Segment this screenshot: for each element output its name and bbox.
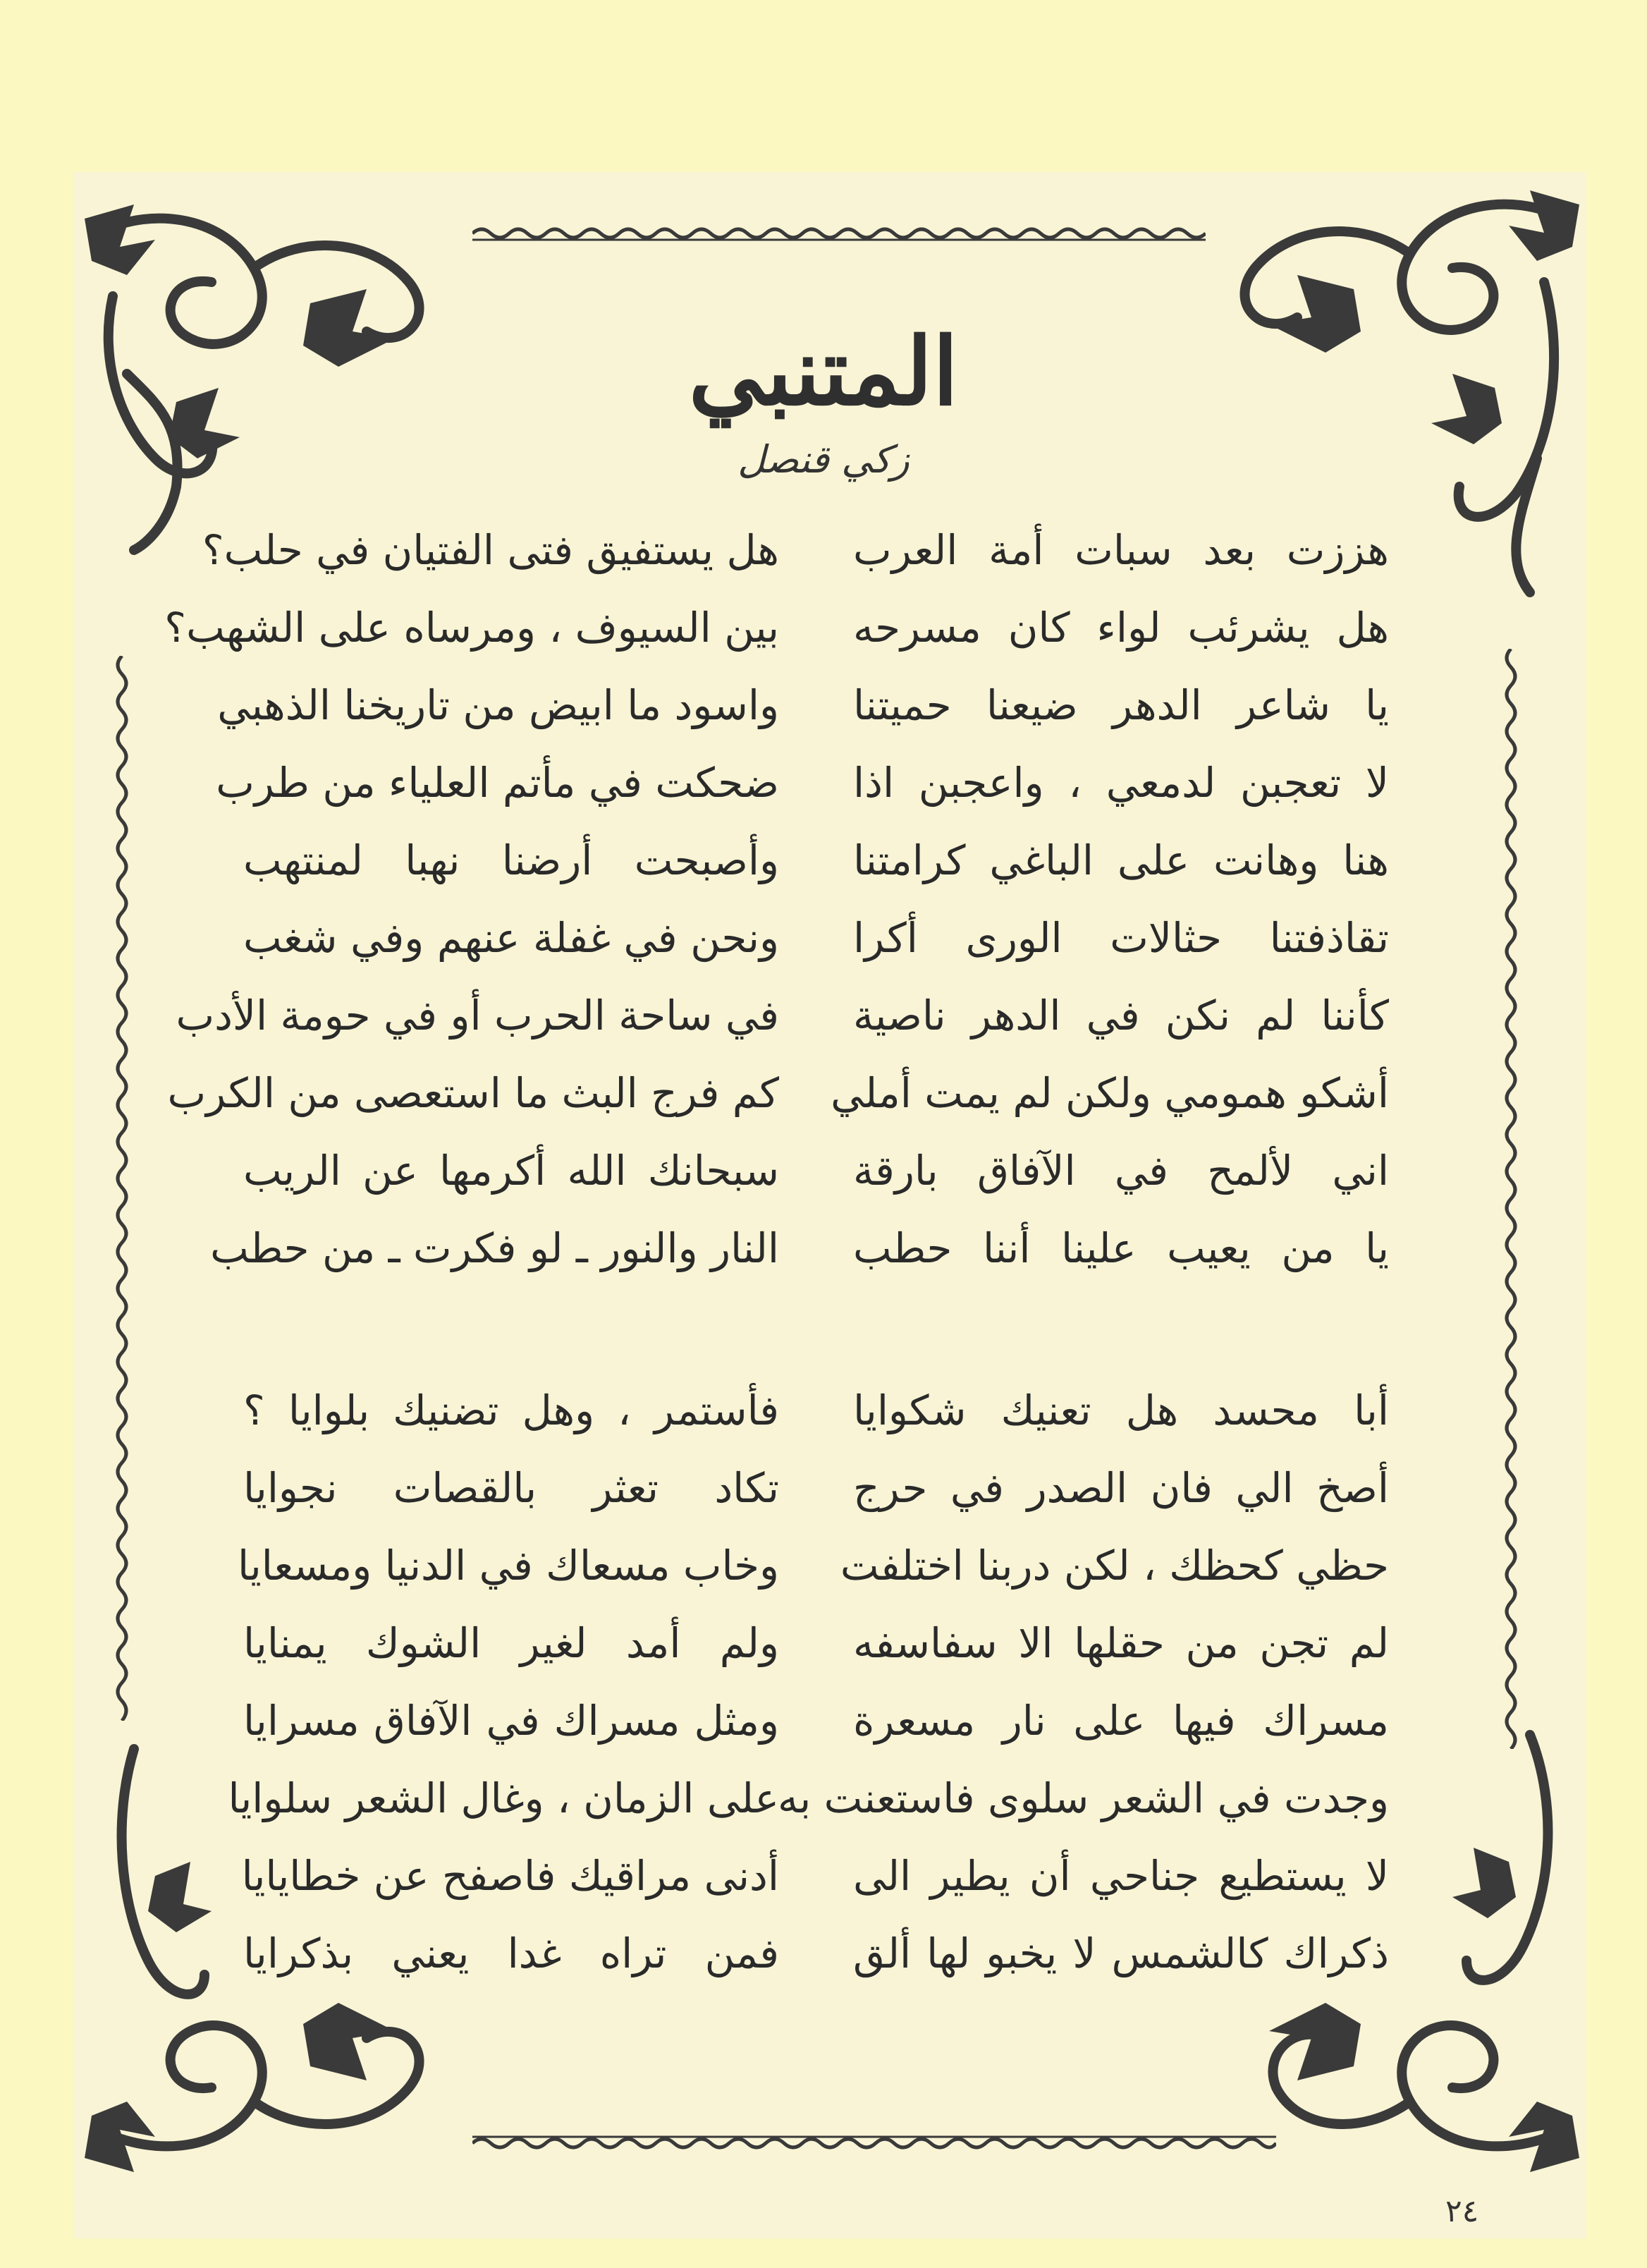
verse-line: سبحانك الله أكرمها عن الريب — [243, 1147, 779, 1195]
verse-line: لا يستطيع جناحي أن يطير الى — [853, 1852, 1389, 1900]
left-wavy-rule — [111, 656, 133, 1721]
stanza1-right-column — [831, 511, 1389, 1287]
verse-line: في ساحة الحرب أو في حومة الأدب — [176, 992, 779, 1040]
poem-author: زكي قنصل — [737, 437, 910, 482]
verse-line: أدنى مراقيك فاصفح عن خطايايا — [241, 1852, 779, 1900]
verse-line: ونحن في غفلة عنهم وفي شغب — [243, 914, 779, 962]
verse-line: هل يشرئب لواء كان مسرحه — [853, 604, 1389, 652]
verse-line: ذكراك كالشمس لا يخبو لها ألق — [853, 1929, 1389, 1977]
verse-line: لم تجن من حقلها الا سفاسفه — [853, 1619, 1389, 1667]
stanza2-left-column — [228, 1372, 779, 1992]
verse-line: أصخ الي فان الصدر في حرج — [853, 1464, 1389, 1512]
verse-line: هنا وهانت على الباغي كرامتنا — [853, 836, 1389, 884]
verse-line: كم فرج البث ما استعصى من الكرب — [167, 1069, 779, 1117]
verse-line: فمن تراه غدا يعني بذكرايا — [243, 1929, 779, 1977]
verse-line: وجدت في الشعر سلوى فاستعنت به — [778, 1774, 1389, 1822]
stanza2-right-column — [778, 1372, 1389, 1992]
verse-line: لا تعجبن لدمعي ، واعجبن اذا — [853, 759, 1389, 807]
right-wavy-rule — [1500, 649, 1522, 1749]
verse-line: على الزمان ، وغال الشعر سلوايا — [228, 1774, 779, 1822]
verse-line: فأستمر ، وهل تضنيك بلوايا ؟ — [243, 1386, 779, 1434]
verse-line: النار والنور ـ لو فكرت ـ من حطب — [210, 1224, 779, 1272]
verse-line: وأصبحت أرضنا نهبا لمنتهب — [243, 836, 779, 884]
verse-line: أشكو همومي ولكن لم يمت أملي — [831, 1069, 1389, 1117]
verse-line: اني لألمح في الآفاق بارقة — [853, 1147, 1389, 1195]
verse-line: بين السيوف ، ومرساه على الشهب؟ — [164, 604, 779, 652]
verse-line: يا من يعيب علينا أننا حطب — [853, 1224, 1389, 1272]
verse-line: حظي كحظك ، لكن دربنا اختلفت — [840, 1542, 1389, 1590]
verse-line: يا شاعر الدهر ضيعنا حميتنا — [853, 681, 1389, 729]
stanza1-left-column — [164, 511, 779, 1287]
poem-title: المتنبي — [688, 317, 959, 427]
verse-line: أبا محسد هل تعنيك شكوايا — [853, 1386, 1389, 1434]
verse-line: تقاذفتنا حثالات الورى أكرا — [853, 914, 1389, 962]
verse-line: هززت بعد سبات أمة العرب — [853, 526, 1389, 574]
verse-line: مسراك فيها على نار مسعرة — [853, 1697, 1389, 1745]
verse-line: هل يستفيق فتى الفتيان في حلب؟ — [202, 526, 779, 574]
verse-line: ومثل مسراك في الآفاق مسرايا — [243, 1697, 779, 1745]
bottom-wavy-rule — [472, 2133, 1276, 2154]
verse-line: وخاب مسعاك في الدنيا ومسعايا — [237, 1542, 779, 1590]
top-wavy-rule — [472, 223, 1206, 244]
verse-line: ضحكت في مأتم العلياء من طرب — [216, 759, 779, 807]
verse-line: ولم أمد لغير الشوك يمنايا — [243, 1619, 779, 1667]
verse-line: تكاد تعثر بالقصات نجوايا — [243, 1464, 779, 1512]
page-number: ٢٤ — [1445, 2193, 1479, 2229]
verse-line: واسود ما ابيض من تاريخنا الذهبي — [217, 681, 779, 729]
verse-line: كأننا لم نكن في الدهر ناصية — [853, 992, 1389, 1040]
